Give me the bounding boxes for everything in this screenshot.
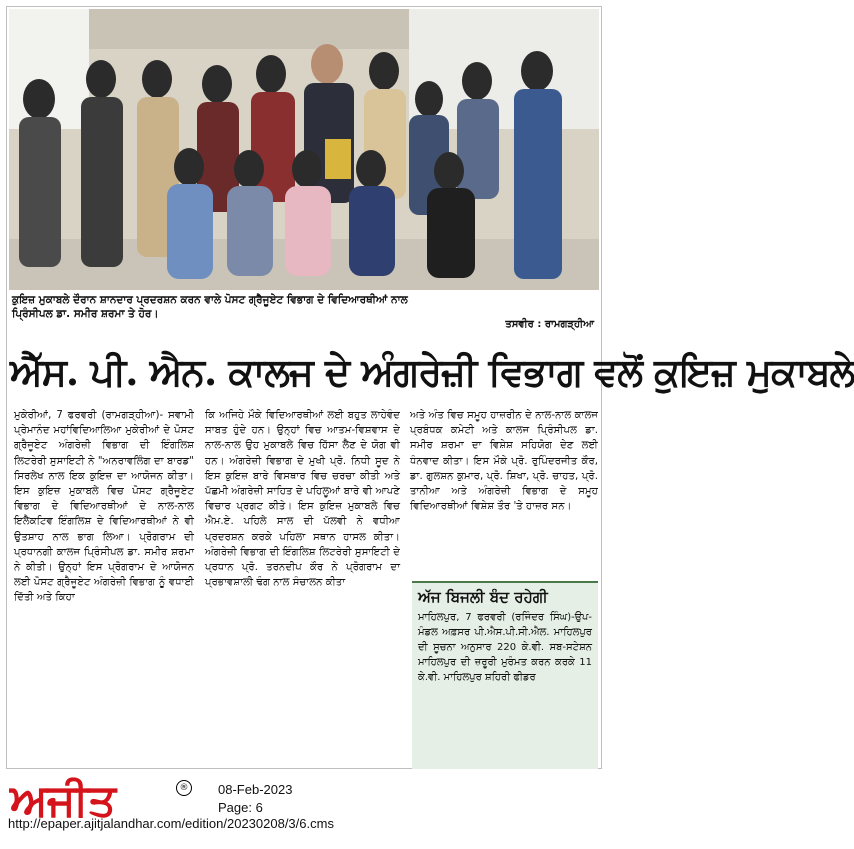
- caption-line-2: ਪ੍ਰਿੰਸੀਪਲ ਡਾ. ਸਮੀਰ ਸ਼ਰਮਾ ਤੇ ਹੋਰ।: [12, 308, 159, 320]
- news-brief-title: ਅੱਜ ਬਿਜਲੀ ਬੰਦ ਰਹੇਗੀ: [418, 588, 548, 606]
- article-column-2: ਕਿ ਅਜਿਹੇ ਮੌਕੇ ਵਿਦਿਆਰਥੀਆਂ ਲਈ ਬਹੁਤ ਲਾਹੇਵੰਦ ਸਾਬਤ ਹੁੰਦੇ ਹਨ। ਉਨ੍ਹਾਂ ਵਿਚ ਆਤਮ-ਵਿਸ਼ਵਾਸ ਦੇ ਨਾਲ-ਨਾਲ ਉਹ ਮੁਕਾਬਲੇ ਵਿਚ ਹਿੱਸਾ ਲੈਣ ਦੇ ਯੋਗ ਵੀ ਹਨ। ਅੰਗਰੇਜ਼ੀ ਵਿਭਾਗ ਦੇ ਮੁਖੀ ਪ੍ਰੋ. ਨਿਧੀ ਸੂਦ ਨੇ ਇਸ ਕੁਇਜ਼ ਬਾਰੇ ਵਿਸਥਾਰ ਵਿਚ ਚਰਚਾ ਕੀਤੀ ਅਤੇ ਪੱਛਮੀ ਅੰਗਰੇਜ਼ੀ ਸਾਹਿਤ ਦੇ ਪਹਿਲੂਆਂ ਬਾਰੇ ਵੀ ਆਪਣੇ ਵਿਚਾਰ ਪ੍ਰਗਟ ਕੀਤੇ। ਇਸ ਕੁਇਜ਼ ਮੁਕਾਬਲੇ ਵਿਚ ਐਮ.ਏ. ਪਹਿਲੇ ਸਾਲ ਦੀ ਪੱਲਵੀ ਨੇ ਵਧੀਆ ਪ੍ਰਦਰਸ਼ਨ ਕਰਕੇ ਪਹਿਲਾ ਸਥਾਨ ਹਾਸਲ ਕੀਤਾ। ਅੰਗਰੇਜ਼ੀ ਵਿਭਾਗ ਦੀ ਇੰਗਲਿਸ਼ ਲਿਟਰੇਰੀ ਸੁਸਾਇਟੀ ਦੇ ਪ੍ਰਧਾਨ ਪ੍ਰੋ. ਤਰਨਦੀਪ ਕੌਰ ਨੇ ਪ੍ਰੋਗਰਾਮ ਦਾ ਪ੍ਰਭਾਵਸ਼ਾਲੀ ਢੰਗ ਨਾਲ ਸੰਚਾਲਨ ਕੀਤਾ: [205, 410, 400, 589]
- news-brief-body: ਮਾਹਿਲਪੁਰ, 7 ਫਰਵਰੀ (ਰਜਿੰਦਰ ਸਿੰਘ)-ਉਪ-ਮੰਡਲ ਅਫ਼ਸਰ ਪੀ.ਐਸ.ਪੀ.ਸੀ.ਐਲ. ਮਾਹਿਲਪੁਰ ਦੀ ਸੂਚਨਾ ਅਨੁਸਾਰ 220 ਕੇ.ਵੀ. ਸਬ-ਸਟੇਸ਼ਨ ਮਾਹਿਲਪੁਰ ਦੀ ਜ਼ਰੂਰੀ ਮੁਰੰਮਤ ਕਰਨ ਕਰਕੇ 11 ਕੇ.ਵੀ. ਮਾਹਿਲਪੁਰ ਸ਼ਹਿਰੀ ਫੀਡਰ: [418, 612, 592, 683]
- article-column-3-text: ਅਤੇ ਅੰਤ ਵਿਚ ਸਮੂਹ ਹਾਜ਼ਰੀਨ ਦੇ ਨਾਲ-ਨਾਲ ਕਾਲਜ ਪ੍ਰਬੰਧਕ ਕਮੇਟੀ ਅਤੇ ਕਾਲਜ ਪ੍ਰਿੰਸੀਪਲ ਡਾ. ਸਮੀਰ ਸ਼ਰਮਾ ਦਾ ਵਿਸ਼ੇਸ਼ ਸਹਿਯੋਗ ਦੇਣ ਲਈ ਧੰਨਵਾਦ ਕੀਤਾ। ਇਸ ਮੌਕੇ ਪ੍ਰੋ. ਰੁਪਿੰਦਰਜੀਤ ਕੌਰ, ਡਾ. ਗੁਲਸ਼ਨ ਕੁਮਾਰ, ਪ੍ਰੋ. ਸ਼ਿਖਾ, ਪ੍ਰੋ. ਚਾਹਤ, ਪ੍ਰੋ. ਤਾਨੀਆ ਅਤੇ ਅੰਗਰੇਜ਼ੀ ਵਿਭਾਗ ਦੇ ਸਮੂਹ ਵਿਦਿਆਰਥੀਆਂ ਵਿਸ਼ੇਸ਼ ਤੌਰ 'ਤੇ ਹਾਜ਼ਰ ਸਨ।: [410, 410, 598, 513]
- page-number: Page: 6: [218, 800, 263, 815]
- newspaper-logo: ਅਜੀਤ: [10, 775, 115, 826]
- group-photo: [9, 9, 599, 290]
- caption-line-1: ਕੁਇਜ਼ ਮੁਕਾਬਲੇ ਦੌਰਾਨ ਸ਼ਾਨਦਾਰ ਪ੍ਰਦਰਸ਼ਨ ਕਰਨ ਵਾਲੇ ਪੋਸਟ ਗ੍ਰੈਜੂਏਟ ਵਿਭਾਗ ਦੇ ਵਿਦਿਆਰਥੀਆਂ ਨਾਲ: [12, 294, 408, 306]
- headline: ਐੱਸ. ਪੀ. ਐਨ. ਕਾਲਜ ਦੇ ਅੰਗਰੇਜ਼ੀ ਵਿਭਾਗ ਵਲੋਂ ਕੁਇਜ਼ ਮੁਕਾਬਲੇ: [10, 349, 854, 394]
- edition-date: 08-Feb-2023: [218, 782, 293, 797]
- group-photo-illustration: [9, 9, 599, 290]
- registered-mark: ®: [176, 780, 192, 796]
- news-brief-box: [412, 581, 598, 769]
- epaper-url[interactable]: http://epaper.ajitjalandhar.com/edition/20230208/3/6.cms: [8, 816, 334, 831]
- photo-credit: ਤਸਵੀਰ : ਰਾਮਗੜ੍ਹੀਆ: [505, 319, 594, 330]
- photo-caption: [12, 293, 597, 321]
- article-column-1: ਮੁਕੇਰੀਆਂ, 7 ਫਰਵਰੀ (ਰਾਮਗੜ੍ਹੀਆ)- ਸਵਾਮੀ ਪ੍ਰੇਮਾਨੰਦ ਮਹਾਂਵਿਦਿਆਲਿਆ ਮੁਕੇਰੀਆਂ ਦੇ ਪੋਸਟ ਗ੍ਰੈਜੂਏਟ ਅੰਗਰੇਜ਼ੀ ਵਿਭਾਗ ਦੀ ਇੰਗਲਿਸ਼ ਲਿਟਰੇਰੀ ਸੁਸਾਇਟੀ ਨੇ "ਅਨਰਾਵਲਿੰਗ ਦਾ ਬਾਰਡ" ਸਿਰਲੇਖ ਨਾਲ ਇਕ ਕੁਇਜ਼ ਦਾ ਆਯੋਜਨ ਕੀਤਾ। ਇਸ ਕੁਇਜ਼ ਮੁਕਾਬਲੇ ਵਿਚ ਪੋਸਟ ਗ੍ਰੈਜੂਏਟ ਵਿਭਾਗ ਦੇ ਵਿਦਿਆਰਥੀਆਂ ਦੇ ਨਾਲ-ਨਾਲ ਇਲੈਕਟਿਵ ਇੰਗਲਿਸ਼ ਦੇ ਵਿਦਿਆਰਥੀਆਂ ਨੇ ਵੀ ਉਤਸ਼ਾਹ ਨਾਲ ਭਾਗ ਲਿਆ। ਪ੍ਰੋਗਰਾਮ ਦੀ ਪ੍ਰਧਾਨਗੀ ਕਾਲਜ ਪ੍ਰਿੰਸੀਪਲ ਡਾ. ਸਮੀਰ ਸ਼ਰਮਾ ਨੇ ਕੀਤੀ। ਉਨ੍ਹਾਂ ਇਸ ਪ੍ਰੋਗਰਾਮ ਦੇ ਆਯੋਜਨ ਲਈ ਪੋਸਟ ਗ੍ਰੈਜੂਏਟ ਅੰਗਰੇਜ਼ੀ ਵਿਭਾਗ ਨੂੰ ਵਧਾਈ ਦਿੱਤੀ ਅਤੇ ਕਿਹਾ: [14, 410, 194, 604]
